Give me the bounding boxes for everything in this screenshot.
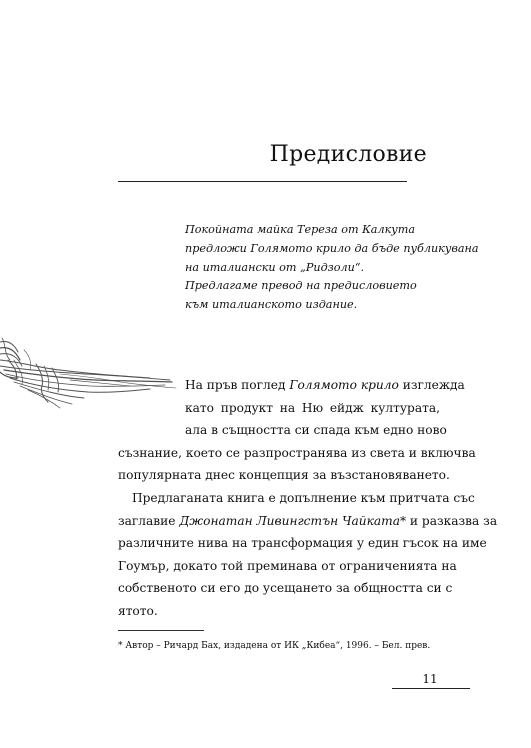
body-line: Предлаганата книга е допълнение към притчата със <box>132 490 475 505</box>
body-line: ятото. <box>118 603 158 618</box>
epigraph-line: на италиански от „Ридзоли“. <box>185 260 365 274</box>
body-line: популярната днес концепция за възстановяването. <box>118 468 450 483</box>
body-line: Гоумър, докато той преминава от ограниченията на <box>118 558 457 573</box>
title-divider <box>118 181 407 182</box>
book-title-emphasis: Голямото крило <box>289 378 399 392</box>
chapter-title: Предисловие <box>269 142 427 167</box>
epigraph-line: Предлагаме превод на предисловието <box>185 279 417 293</box>
body-text <box>118 374 498 623</box>
book-title-emphasis: Джонатан Ливингстън Чайката <box>179 513 400 528</box>
body-line: като продукт на Ню ейдж културата, <box>185 400 440 415</box>
body-line: собственото си его до усещането за общността си с <box>118 581 453 596</box>
epigraph-line: Покойната майка Тереза от Калкута <box>185 223 416 236</box>
footnote: * Автор – Ричард Бах, издадена от ИК „Кибеа“, 1996. – Бел. прев. <box>118 641 431 651</box>
body-line: На пръв поглед Голямото крило изглежда <box>185 378 465 392</box>
body-line: различните нива на трансформация у един гъсок на име <box>118 536 487 551</box>
epigraph <box>185 221 479 315</box>
body-line: ала в същността си спада към едно ново <box>185 423 447 438</box>
footnote-divider <box>118 630 204 631</box>
epigraph-line: предложи Голямото крило да бъде публикувана <box>185 241 479 255</box>
body-line: съзнание, което се разпространява из света и включва <box>118 445 476 460</box>
page-number: 11 <box>422 672 438 686</box>
body-line: заглавие Джонатан Ливингстън Чайката* и разказва за <box>118 513 498 528</box>
epigraph-line: към италианското издание. <box>185 298 358 312</box>
page-number-rule <box>392 688 470 689</box>
